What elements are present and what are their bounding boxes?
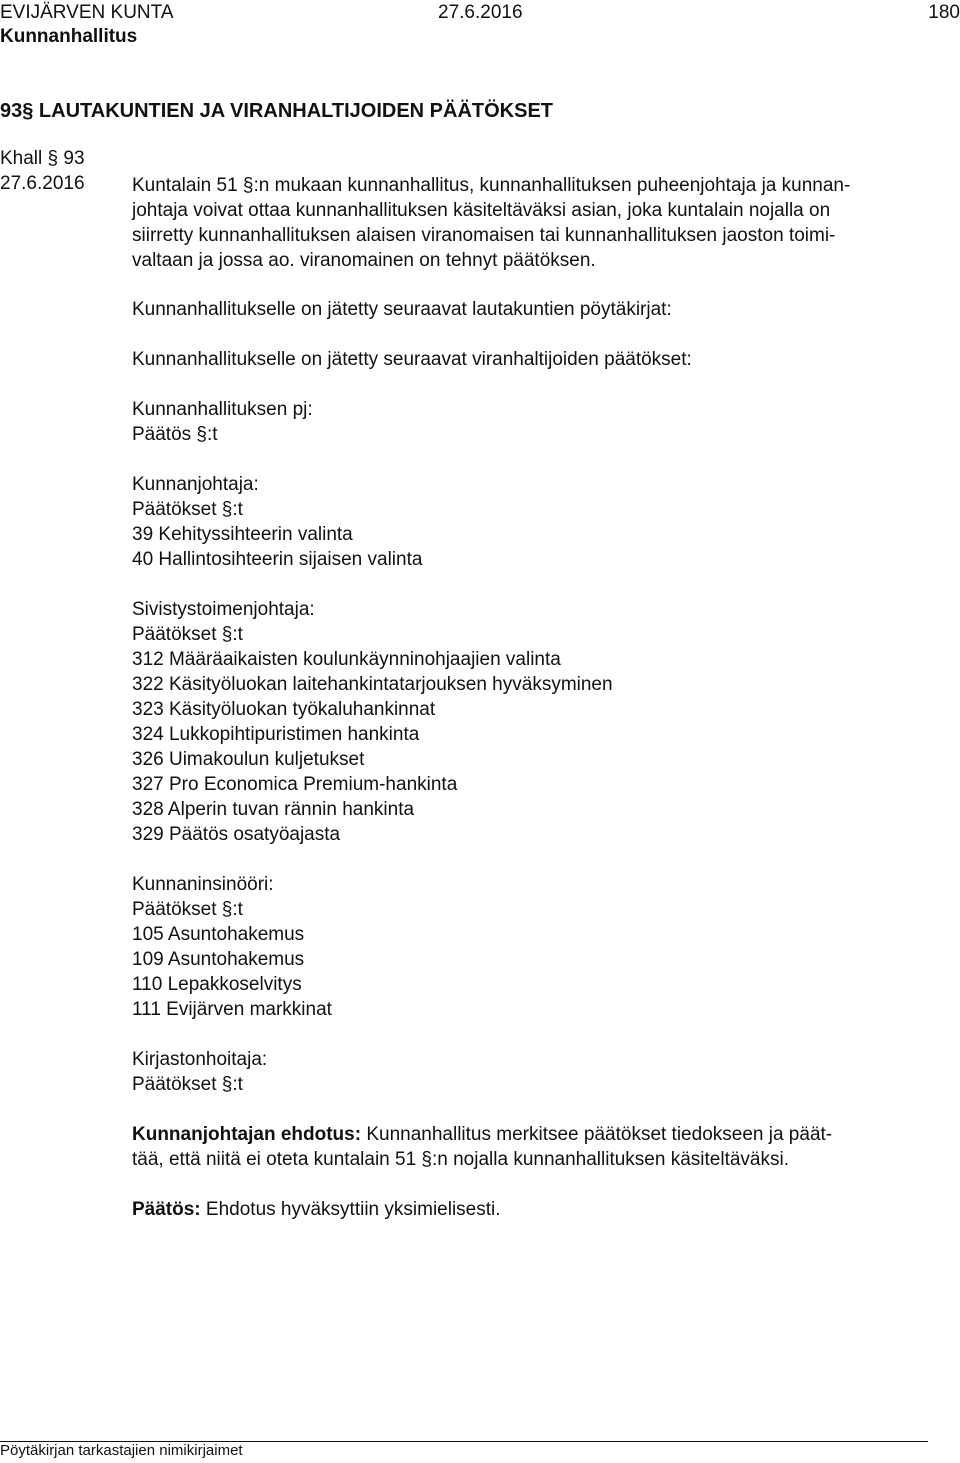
decision-line [132,1197,940,1222]
decision-item: 109 Asuntohakemus [132,949,305,970]
official-decisions-text: Kunnanhallitukselle on jätetty seuraavat viranhaltijoiden päätökset: [132,349,692,370]
header-date: 27.6.2016 [438,2,523,23]
proposal-line [132,1122,940,1147]
official-block-engineer [132,872,940,1022]
decision-item: 111 Evijärven markkinat [132,999,332,1020]
decision-item: 323 Käsityöluokan työkaluhankinnat [132,699,436,720]
official-block-chair [132,397,940,447]
official-title: Kirjastonhoitaja: [132,1049,268,1070]
official-title: Kunnaninsinööri: [132,874,274,895]
official-block-librarian [132,1047,940,1097]
intro-paragraph [132,173,940,273]
intro-line: siirretty kunnanhallituksen alaisen viranomaisen tai kunnanhallituksen jaoston toimi- [132,225,836,246]
decision-item: 39 Kehityssihteerin valinta [132,524,353,545]
decision-item: 40 Hallintosihteerin sijaisen valinta [132,549,423,570]
intro-line: valtaan ja jossa ao. viranomainen on tehnyt päätöksen. [132,250,596,271]
decision-item: 326 Uimakoulun kuljetukset [132,749,365,770]
reference-date: 27.6.2016 [0,173,85,194]
footer-signature-label: Pöytäkirjan tarkastajien nimikirjaimet [0,1442,243,1459]
proposal-text-1: Kunnanhallitus merkitsee päätökset tiedokseen ja päät- [366,1124,833,1145]
section-title: 93§ LAUTAKUNTIEN JA VIRANHALTIJOIDEN PÄÄTÖKSET [0,100,554,122]
proposal-paragraph [132,1122,940,1172]
decision-item: 110 Lepakkoselvitys [132,974,302,995]
decision-item: 327 Pro Economica Premium-hankinta [132,774,458,795]
official-subtitle: Päätökset §:t [132,624,243,645]
official-title: Kunnanhallituksen pj: [132,399,313,420]
decision-item: 329 Päätös osatyöajasta [132,824,341,845]
header-page-number: 180 [928,2,960,23]
official-title: Sivistystoimenjohtaja: [132,599,315,620]
reference-label: Khall § 93 [0,148,85,169]
decision-text: Ehdotus hyväksyttiin yksimielisesti. [205,1199,501,1220]
decision-item: 312 Määräaikaisten koulunkäynninohjaajien valinta [132,649,561,670]
header-organization: EVIJÄRVEN KUNTA [0,2,174,23]
decision-item: 324 Lukkopihtipuristimen hankinta [132,724,420,745]
decision-item: 328 Alperin tuvan rännin hankinta [132,799,415,820]
intro-line: johtaja voivat ottaa kunnanhallituksen käsiteltäväksi asian, joka kuntalain nojalla on [132,200,831,221]
header-body: Kunnanhallitus [0,26,138,47]
official-title: Kunnanjohtaja: [132,474,259,495]
decision-item: 105 Asuntohakemus [132,924,305,945]
official-block-manager [132,472,940,572]
official-subtitle: Päätökset §:t [132,499,243,520]
official-subtitle: Päätös §:t [132,424,218,445]
decision-item: 322 Käsityöluokan laitehankintatarjouksen hyväksyminen [132,674,613,695]
intro-line: Kuntalain 51 §:n mukaan kunnanhallitus, kunnanhallituksen puheenjohtaja ja kunnan- [132,175,851,196]
official-subtitle: Päätökset §:t [132,1074,243,1095]
committee-minutes-text: Kunnanhallitukselle on jätetty seuraavat lautakuntien pöytäkirjat: [132,299,672,320]
official-block-education [132,597,940,847]
proposal-label: Kunnanjohtajan ehdotus: [132,1124,362,1145]
decision-paragraph [132,1197,940,1222]
decisions-content [132,297,940,1222]
decision-label: Päätös: [132,1199,201,1220]
page-header [0,2,960,28]
proposal-text-2: tää, että niitä ei oteta kuntalain 51 §:n nojalla kunnanhallituksen käsiteltäväksi. [132,1149,789,1170]
official-subtitle: Päätökset §:t [132,899,243,920]
